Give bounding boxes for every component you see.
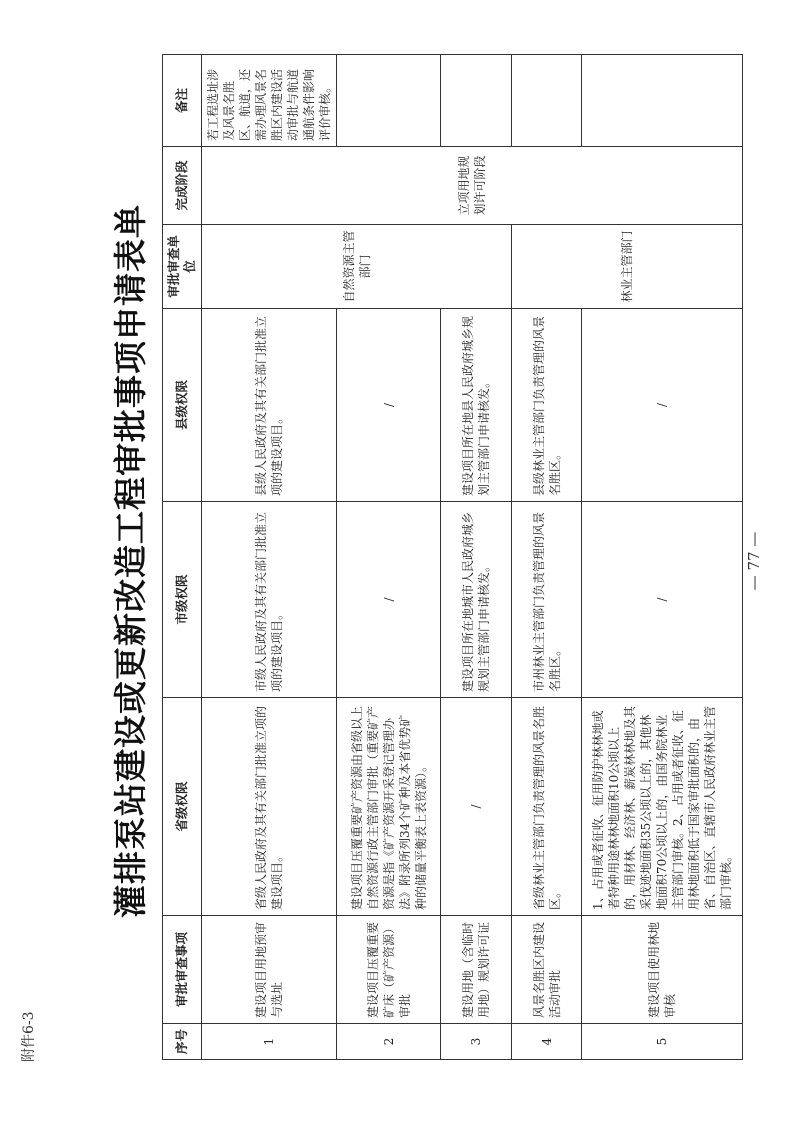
table-header-row [163, 55, 202, 1060]
unit-forestry: 林业主管部门 [512, 225, 743, 309]
row-municipal: 建设项目所在地城市人民政府城乡规划主管部门申请核发。 [441, 502, 512, 698]
row-municipal: 市级人民政府及其有关部门批准立项的建设项目。 [202, 502, 337, 698]
row-item: 建设项目用地预审与选址 [202, 916, 337, 1024]
row-no: 2 [337, 1024, 441, 1060]
page-title: 灌排泵站建设或更新改造工程审批事项申请表单 [111, 204, 150, 918]
row-county: / [582, 309, 743, 502]
row-item: 建设用地（含临时用地）规划许可证 [441, 916, 512, 1024]
row-no: 3 [441, 1024, 512, 1060]
row-provincial: 省级林业主管部门负责管理的风景名胜区。 [512, 698, 582, 916]
row-item: 建设项目使用林地审核 [582, 916, 743, 1024]
row-item: 建设项目压覆重要矿床（矿产资源）审批 [337, 916, 441, 1024]
row-remark [337, 55, 441, 147]
row-municipal: / [337, 502, 441, 698]
header-unit: 审批审查单位 [163, 225, 202, 309]
row-provincial: 1、占用或者征收、征用防护林林地或者特种用途林林地面积10公顷以上的，用材林、经济林、薪炭林林地及其采伐迹地面积35公顷以上的，其他林地面积70公顷以上的，由国务院林业主管部门审核。2、占用或者征收、征用林地面积低于国家审批面积的，由省、自治区、直辖市人民政府林业主管部门审核。 [582, 698, 743, 916]
row-county: 县级人民政府及其有关部门批准立项的建设项目。 [202, 309, 337, 502]
row-remark [441, 55, 512, 147]
unit-natural-resources: 自然资源主管部门 [202, 225, 512, 309]
row-no: 1 [202, 1024, 337, 1060]
header-remark: 备注 [163, 55, 202, 147]
row-municipal: / [582, 502, 743, 698]
header-no: 序号 [163, 1024, 202, 1060]
row-remark: 若工程选址涉及风景名胜区、航道，还需办理风景名胜区内建设活动审批与航道通航条件影响评价审核。 [202, 55, 337, 147]
annex-label: 附件6-3 [21, 1011, 37, 1062]
row-provincial: 省级人民政府及其有关部门批准立项的建设项目。 [202, 698, 337, 916]
page-number: — 77 — [745, 531, 763, 591]
table-row [202, 55, 337, 1060]
row-county: / [337, 309, 441, 502]
row-municipal: 市州林业主管部门负责管理的风景名胜区。 [512, 502, 582, 698]
row-item: 风景名胜区内建设活动审批 [512, 916, 582, 1024]
row-county: 县级林业主管部门负责管理的风景名胜区。 [512, 309, 582, 502]
header-stage: 完成阶段 [163, 147, 202, 225]
stage-cell: 立项用地规划许可阶段 [202, 147, 743, 225]
row-remark [582, 55, 743, 147]
row-remark [512, 55, 582, 147]
row-no: 5 [582, 1024, 743, 1060]
header-item: 审批审查事项 [163, 916, 202, 1024]
header-county: 县级权限 [163, 309, 202, 502]
row-provincial: 建设项目压覆重要矿产资源由省级以上自然资源行政主管部门审批（重要矿产资源是指《矿产资源开采登记管理办法》附录所列34个矿种及本省优势矿种的储量平衡表上表资源）。 [337, 698, 441, 916]
row-provincial: / [441, 698, 512, 916]
approval-table [162, 54, 743, 1060]
header-municipal: 市级权限 [163, 502, 202, 698]
header-provincial: 省级权限 [163, 698, 202, 916]
row-county: 建设项目所在地县人民政府城乡规划主管部门申请核发。 [441, 309, 512, 502]
row-no: 4 [512, 1024, 582, 1060]
